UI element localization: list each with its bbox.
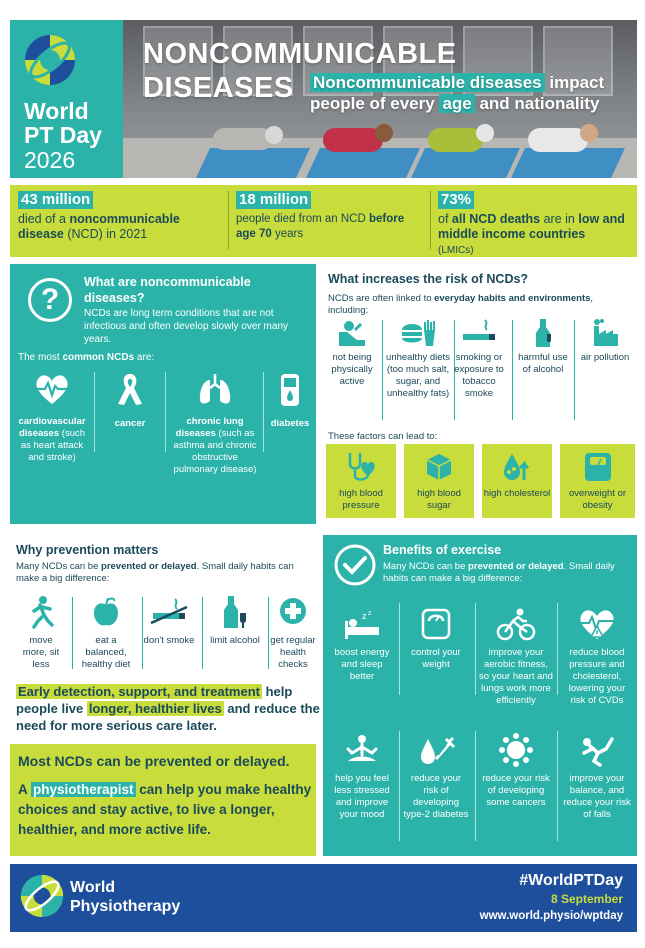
- early-detection-statement: Early detection, support, and treatment help people live longer, healthier lives and reduce the need for more serious care later.: [16, 684, 320, 733]
- benefit-energy-sleep: z z boost energy and sleep better: [329, 607, 395, 683]
- scale-icon: [582, 450, 614, 484]
- question-mark-icon: ?: [28, 278, 72, 322]
- conditions-lead: These factors can lead to:: [328, 431, 438, 442]
- section-title: What are noncommunicable diseases?: [84, 275, 251, 305]
- medical-cross-icon: [278, 595, 308, 629]
- habit-healthy-diet: eat a balanced, healthy diet: [74, 595, 138, 671]
- world-pt-day-logo-icon: [24, 34, 76, 86]
- burger-fries-icon: [400, 318, 436, 348]
- glucose-meter-icon: [279, 372, 301, 408]
- divider: [72, 597, 73, 669]
- ncd-diabetes: diabetes: [266, 372, 314, 430]
- divider: [430, 191, 431, 249]
- divider: [557, 603, 558, 695]
- stats-bar: [10, 185, 637, 257]
- section-description: NCDs are long term conditions that are not infectious and often develop slowly over many years.: [84, 308, 289, 345]
- divider: [574, 320, 575, 420]
- exercise-mat: [196, 148, 310, 178]
- subtitle-line2: [310, 93, 599, 114]
- section-title: Benefits of exercise: [383, 543, 502, 557]
- footer-bar: [10, 864, 637, 932]
- brand-line1: World: [24, 98, 89, 124]
- benefit-aerobic-fitness: improve your aerobic fitness, so your heart and lungs work more efficiently: [479, 607, 553, 707]
- meditation-icon: [343, 733, 381, 767]
- divider: [475, 603, 476, 695]
- section-description: Many NCDs can be prevented or delayed. Small daily habits can make a big difference:: [383, 561, 615, 584]
- ribbon-icon: [115, 372, 145, 408]
- ncd-cardiovascular: cardiovascular diseases (such as heart attack and stroke): [14, 372, 90, 464]
- cigarette-icon: [459, 318, 499, 348]
- page-title-line2: DISEASES: [143, 72, 294, 104]
- running-person-icon: [26, 595, 56, 629]
- bottle-icon: [222, 595, 248, 629]
- risk-factor-diet: unhealthy diets (too much salt, sugar, and unhealthy fats): [386, 318, 450, 400]
- checkmark-icon: [333, 543, 377, 587]
- no-smoking-icon: [149, 595, 189, 629]
- subtitle-highlight-age: age: [439, 94, 474, 113]
- syringe-drop-icon: [416, 733, 456, 767]
- divider: [557, 731, 558, 841]
- brand-year: 2026: [24, 147, 76, 173]
- stat-text: people died from an NCD before age 70 years: [236, 213, 405, 240]
- benefit-blood-pressure: reduce blood pressure and cholesterol, lowering your risk of CVDs: [561, 607, 633, 707]
- exercise-mat: [411, 148, 520, 178]
- svg-text:z: z: [368, 610, 372, 617]
- stat-lmic-share: [438, 191, 633, 258]
- section-description: NCDs are often linked to everyday habits and environments, including:: [328, 293, 594, 316]
- scale-icon: [421, 607, 451, 641]
- exercise-mat: [306, 148, 420, 178]
- factory-icon: [590, 318, 620, 348]
- cholesterol-icon: [500, 450, 534, 484]
- organization-name: World Physiotherapy: [70, 879, 181, 915]
- risk-factor-alcohol: harmful use of alcohol: [514, 318, 572, 376]
- benefits-panel: [323, 535, 637, 856]
- subtitle-text: and nationality: [474, 94, 600, 113]
- apple-icon: [92, 595, 120, 629]
- risk-factor-smoking: smoking or exposure to tobacco smoke: [448, 318, 510, 400]
- benefit-weight: control your weight: [403, 607, 469, 671]
- risk-factors-panel: [326, 264, 637, 524]
- habit-limit-alcohol: limit alcohol: [204, 595, 266, 647]
- section-title: Why prevention matters: [16, 543, 159, 557]
- stat-value: 18 million: [236, 191, 311, 209]
- stat-value: 43 million: [18, 191, 93, 209]
- divider: [399, 603, 400, 695]
- bottle-icon: [533, 318, 553, 348]
- brand-line2: PT Day: [24, 122, 102, 148]
- habit-health-checks: get regular health checks: [268, 595, 318, 671]
- brand-panel: [10, 20, 123, 178]
- risk-factor-air-pollution: air pollution: [576, 318, 634, 364]
- lungs-icon: [197, 372, 233, 406]
- condition-obesity: overweight or obesity: [560, 444, 635, 518]
- section-description: Many NCDs can be prevented or delayed. Small daily habits can make a big difference:: [16, 561, 294, 584]
- header-banner: [10, 20, 637, 178]
- divider: [512, 320, 513, 420]
- falling-person-icon: [578, 733, 616, 767]
- cancer-cell-icon: [499, 733, 533, 767]
- sugar-cube-icon: [423, 450, 455, 484]
- benefit-stress-mood: help you feel less stressed and improve your mood: [329, 733, 395, 821]
- stat-text: of all NCD deaths are in low and middle income countries (LMICs): [438, 212, 625, 256]
- condition-blood-sugar: high blood sugar: [404, 444, 474, 518]
- stat-deaths-2021: [18, 191, 218, 242]
- physiotherapist-message: A physiotherapist can help you make healthy choices and stay active, to live a longer, healthier, and more active life.: [18, 782, 312, 837]
- section-title: What increases the risk of NCDs?: [328, 272, 529, 286]
- what-are-ncds-panel: [10, 264, 316, 524]
- stat-text: died of a noncommunicable disease (NCD) in 2021: [18, 212, 180, 241]
- cyclist-icon: [496, 607, 536, 641]
- habit-move-more: move more, sit less: [16, 595, 66, 671]
- subtitle-text: impact: [544, 73, 605, 92]
- ncd-cancer: cancer: [100, 372, 160, 430]
- world-physiotherapy-logo-icon: [20, 874, 64, 918]
- subtitle-line1: [310, 72, 604, 93]
- divider: [165, 372, 166, 452]
- stat-value: 73%: [438, 191, 474, 209]
- common-ncds-label: The most common NCDs are:: [18, 352, 155, 363]
- brand-name: [24, 99, 123, 147]
- ncd-chronic-lung: chronic lung diseases (such as asthma and chronic obstructive pulmonary disease): [172, 372, 258, 476]
- heart-pulse-icon: [33, 372, 71, 406]
- divider: [202, 597, 203, 669]
- benefit-balance: improve your balance, and reduce your risk of falls: [561, 733, 633, 821]
- prevention-panel: [10, 535, 320, 735]
- subtitle-highlight: Noncommunicable diseases: [310, 73, 545, 92]
- event-date: 8 September: [550, 892, 623, 906]
- divider: [475, 731, 476, 841]
- exercise-mat: [511, 148, 625, 178]
- website-link[interactable]: www.world.physio/wptday: [479, 910, 623, 922]
- condition-cholesterol: high cholesterol: [482, 444, 552, 518]
- key-message-panel: [10, 744, 316, 856]
- divider: [228, 191, 229, 249]
- benefit-cancer-risk: reduce your risk of developing some cancers: [479, 733, 553, 809]
- key-message-headline: Most NCDs can be prevented or delayed.: [18, 753, 290, 769]
- benefit-diabetes: reduce your risk of developing type-2 diabetes: [403, 733, 469, 821]
- sleep-icon: [342, 607, 382, 641]
- condition-blood-pressure: high blood pressure: [326, 444, 396, 518]
- stethoscope-icon: [344, 450, 378, 484]
- stat-deaths-under-70: [236, 191, 426, 242]
- divider: [94, 372, 95, 452]
- heart-warning-icon: [577, 607, 617, 641]
- hashtag[interactable]: #WorldPTDay: [519, 872, 623, 889]
- habit-no-smoking: don't smoke: [138, 595, 200, 647]
- divider: [382, 320, 383, 420]
- subtitle-text: people of every: [310, 94, 440, 113]
- couch-icon: [335, 318, 369, 348]
- page-title-line1: NONCOMMUNICABLE: [143, 38, 457, 70]
- divider: [263, 372, 264, 452]
- svg-text:z: z: [362, 611, 367, 621]
- risk-factor-inactivity: not being physically active: [326, 318, 378, 388]
- divider: [399, 731, 400, 841]
